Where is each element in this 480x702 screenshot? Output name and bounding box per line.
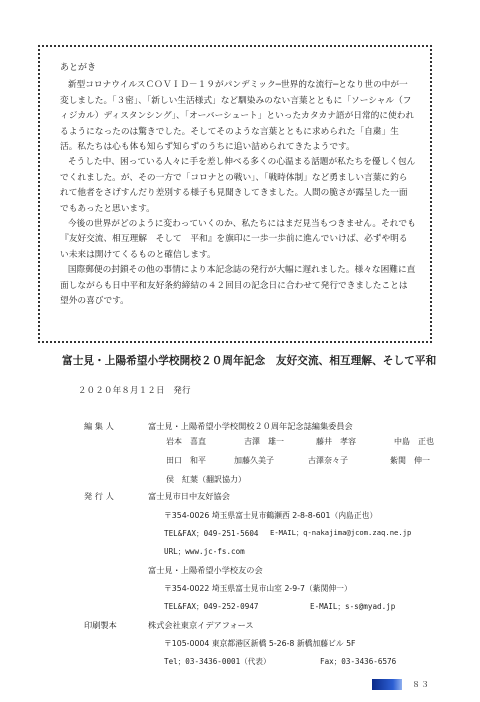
member-name: 加藤久美子 (234, 456, 274, 465)
member-name: 紫関 伸一 (390, 456, 430, 465)
page-accent-bar (372, 679, 402, 690)
afterword-paragraph: 国際郵便の封鎖その他の事情により本記念誌の発行が大幅に遅れました。様々な困難に直面しながらも日中平和友好条約締結の４２回目の記念日に合わせて発行できましたことは望外の喜びです。 (60, 265, 416, 307)
publisher-2-address: 〒354-0022 埼玉県富士見市山室 2-9-7（紫関伸一） (164, 584, 352, 593)
afterword-paragraph: 今後の世界がどのように変わっていくのか、私たちにはまだ見当もつきません。それでも『友好交流、相互理解 そして 平和』を旗印に一歩一歩前に進んでいけば、必ずや明るい未来は開けてくるものと確信します。 (60, 219, 416, 260)
member-name: 侯 紅葉（翻訳協力） (166, 475, 246, 484)
publisher-2-tel: TEL&FAX；049-252-0947 (164, 602, 259, 611)
member-name: 岩本 喜直 (166, 437, 206, 446)
printer-fax: Fax；03-3436-6576 (320, 657, 397, 666)
member-name: 中島 正也 (394, 437, 434, 446)
member-name: 古澤奈々子 (308, 456, 348, 465)
editor-organization: 富士見・上陽希望小学校開校２０周年記念誌編集委員会 (148, 421, 353, 431)
publisher-1-name: 富士見市日中友好協会 (148, 491, 230, 501)
editor-label: 編 集 人 (84, 421, 114, 431)
afterword-paragraph: そうした中、困っている人々に手を差し伸べる多くの心温まる話題が私たちを優しく包んでくれました。が、その一方で「コロナとの戦い」、「戦時体制」など勇ましい言葉に釣られて他者をさげすんだり差別する様子も見聞きしてきました。人間の脆さが露呈した一面でもあったと思います。 (60, 157, 416, 214)
member-name: 田口 和平 (166, 456, 206, 465)
publisher-2-name: 富士見・上陽希望小学校友の会 (148, 565, 263, 575)
printer-name: 株式会社東京イデアフォース (148, 620, 254, 630)
member-name: 藤井 孝容 (316, 437, 356, 446)
publisher-2-email: E-MAIL；s-s@myad.jp (310, 602, 396, 611)
printer-label: 印刷製本 (84, 620, 117, 630)
page-number: ８３ (412, 680, 430, 689)
printer-tel: Tel；03-3436-0001（代表） (164, 657, 271, 666)
publisher-1-url: URL；www.jc-fs.com (164, 547, 245, 556)
publication-date: ２０２０年８月１２日 発行 (78, 385, 191, 395)
publisher-1-email: E-MAIL；q-nakajima@jcom.zaq.ne.jp (270, 528, 412, 537)
printer-address: 〒105-0004 東京都港区新橋 5-26-8 新橋加藤ビル 5F (164, 639, 356, 648)
member-name: 吉澤 雄一 (244, 437, 284, 446)
colophon-title: 富士見・上陽希望小学校開校２０周年記念 友好交流、相互理解、そして平和 (62, 355, 437, 367)
afterword-heading: あとがき (60, 63, 97, 73)
afterword-box (38, 45, 432, 343)
afterword-paragraph: 新型コロナウイルスＣＯＶＩＤ－１９がパンデミック─世界的な流行─となり世の中が一変しました。「３密」、「新しい生活様式」など馴染みのない言葉とともに「ソーシャル（フィジカル）ディスタンシング」、「オーバーシュート」といったカタカナ語が日常的に使われるようになったのは驚きでした。そしてそのような言葉とともに求められた「自粛」生活。私たちは心も体も知らず知らずのうちに追い詰められてきたようです。 (60, 80, 415, 153)
publisher-label: 発 行 人 (84, 491, 114, 501)
publisher-1-address: 〒354-0026 埼玉県富士見市鶴瀬西 2-8-8-601（内島正也） (164, 511, 378, 520)
publisher-1-tel: TEL&FAX；049-251-5604 (164, 529, 259, 538)
